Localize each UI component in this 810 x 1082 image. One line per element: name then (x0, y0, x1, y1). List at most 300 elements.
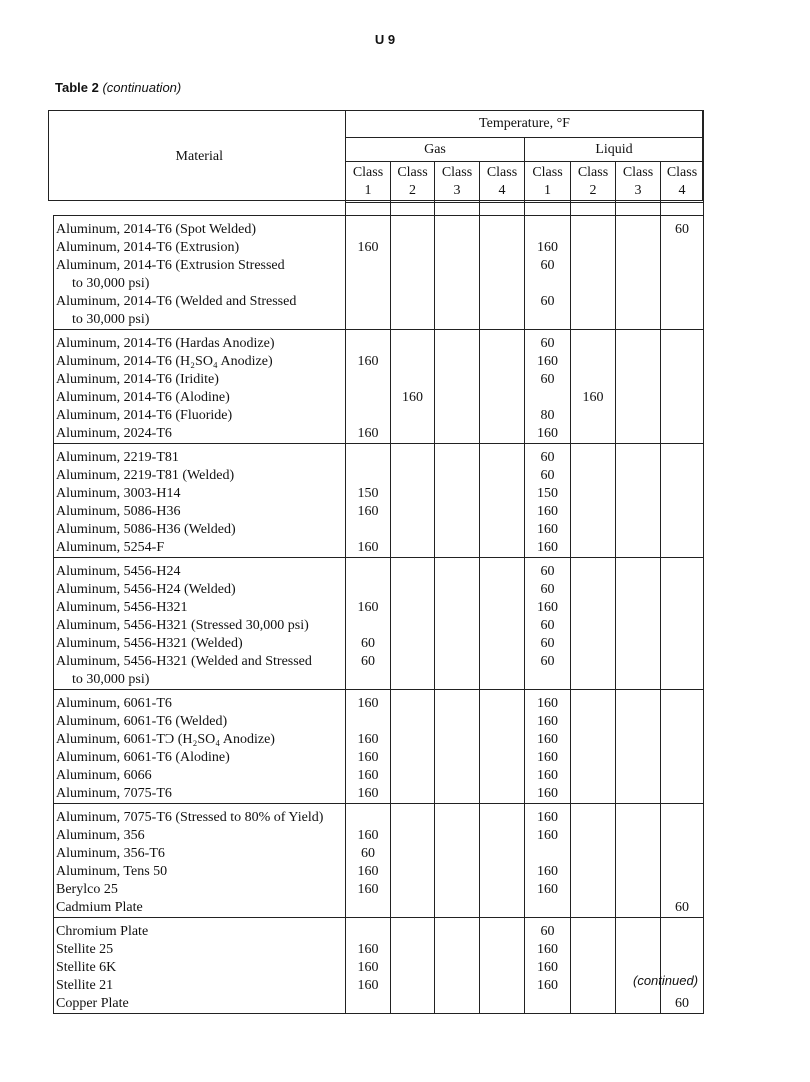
gas-class-2-cell (391, 918, 435, 1014)
temperature-value (480, 995, 524, 1013)
temperature-value (661, 335, 703, 353)
temperature-value (391, 353, 434, 371)
material-group-row (54, 918, 704, 1014)
material-name: Aluminum, 2014-T6 (Fluoride) (56, 408, 233, 423)
temperature-value (571, 467, 615, 485)
temperature-value (480, 635, 524, 653)
temperature-value (616, 425, 660, 443)
material-name: Stellite 6K (56, 960, 117, 975)
temperature-value (391, 563, 434, 581)
temperature-value (571, 221, 615, 239)
temperature-value (435, 353, 479, 371)
temperature-value (480, 977, 524, 995)
temperature-value (391, 959, 434, 977)
liquid-class-2-cell (571, 690, 616, 804)
liquid-header: Liquid (525, 138, 704, 162)
temperature-value (346, 521, 390, 539)
material-name: to 30,000 psi) (72, 672, 150, 687)
temperature-value (661, 293, 703, 311)
temperature-value (571, 809, 615, 827)
temperature-value (571, 653, 615, 671)
temperature-value: 160 (357, 864, 379, 879)
temperature-value (435, 485, 479, 503)
temperature-value (480, 731, 524, 749)
temperature-value (435, 809, 479, 827)
temperature-value (480, 485, 524, 503)
temperature-value: 160 (537, 882, 558, 897)
temperature-value (661, 695, 703, 713)
liquid-class-1-cell (525, 558, 571, 690)
temperature-value (661, 845, 703, 863)
liquid-class-4-cell (661, 330, 704, 444)
temperature-value (661, 521, 703, 539)
temperature-value (480, 407, 524, 425)
gap-cell (525, 203, 571, 216)
material-name: Aluminum, Tens 50 (56, 864, 168, 879)
gas-class-1-cell (346, 216, 391, 330)
temperature-value: 60 (540, 468, 555, 483)
temperature-value: 160 (357, 960, 379, 975)
temperature-value (391, 923, 434, 941)
temperature-value: 60 (361, 654, 375, 669)
temperature-value (435, 863, 479, 881)
liquid-class-4-cell (661, 690, 704, 804)
liquid-class-4-cell (661, 918, 704, 1014)
temperature-value: 160 (537, 786, 558, 801)
material-group-row (54, 690, 704, 804)
temperature-value (346, 275, 390, 293)
temperature-value (391, 635, 434, 653)
temperature-value: 160 (537, 864, 558, 879)
temperature-value (435, 467, 479, 485)
temperature-value (571, 617, 615, 635)
temperature-value (571, 713, 615, 731)
temperature-value (571, 995, 615, 1013)
temperature-value (571, 425, 615, 443)
temperature-value (435, 941, 479, 959)
temperature-value (616, 467, 660, 485)
temperature-value (435, 335, 479, 353)
temperature-value: 150 (357, 486, 379, 501)
temperature-value: 160 (357, 540, 379, 555)
temperature-value (480, 311, 524, 329)
temperature-value: 60 (540, 294, 555, 309)
temperature-value: 160 (537, 750, 558, 765)
temperature-value (391, 617, 434, 635)
material-name: Aluminum, 5254-F (56, 540, 165, 555)
temperature-value (435, 635, 479, 653)
gas-class-3-cell (435, 558, 480, 690)
temperature-value (661, 617, 703, 635)
material-name: Aluminum, 5086-H36 (56, 504, 181, 519)
temperature-value (346, 563, 390, 581)
material-name: Aluminum, 2014-T6 (Iridite) (56, 372, 219, 387)
temperature-value (435, 599, 479, 617)
temperature-value (571, 311, 615, 329)
temperature-value (435, 257, 479, 275)
temperature-value (435, 617, 479, 635)
temperature-value (480, 845, 524, 863)
temperature-value: 160 (537, 354, 558, 369)
temperature-value (435, 371, 479, 389)
temperature-value (661, 311, 703, 329)
temperature-value (616, 827, 660, 845)
temperature-value: 160 (357, 786, 379, 801)
temperature-value (391, 407, 434, 425)
gas-header: Gas (346, 138, 525, 162)
temperature-value: 80 (540, 408, 555, 423)
temperature-value: 160 (537, 522, 558, 537)
temperature-value (391, 785, 434, 803)
temperature-value (661, 353, 703, 371)
temperature-value (480, 923, 524, 941)
temperature-value (571, 977, 615, 995)
temperature-value: 60 (675, 222, 689, 237)
temperature-value (616, 503, 660, 521)
temperature-value (435, 407, 479, 425)
temperature-value (480, 425, 524, 443)
temperature-value: 160 (357, 354, 379, 369)
table-label: Table 2 (55, 80, 99, 95)
material-name: Aluminum, 5456-H321 (56, 600, 188, 615)
gap-cell (346, 203, 391, 216)
temperature-value (571, 275, 615, 293)
temperature-value: 60 (361, 636, 375, 651)
temperature-value: 60 (540, 636, 555, 651)
temperature-value (435, 581, 479, 599)
temperature-value (571, 335, 615, 353)
gas-class-1-cell (346, 804, 391, 918)
gap-cell (391, 203, 435, 216)
temperature-value: 160 (357, 600, 379, 615)
temperature-value (571, 731, 615, 749)
temperature-value (616, 521, 660, 539)
gap-cell (571, 203, 616, 216)
temperature-value (616, 389, 660, 407)
temperature-value: 60 (675, 996, 689, 1011)
temperature-value (616, 653, 660, 671)
temperature-value (391, 845, 434, 863)
temperature-value: 160 (537, 696, 558, 711)
temperature-value (346, 371, 390, 389)
material-name: Cadmium Plate (56, 900, 143, 915)
temperature-value (391, 311, 434, 329)
temperature-value (525, 899, 570, 917)
temperature-value (661, 503, 703, 521)
temperature-value (435, 977, 479, 995)
material-cell (54, 444, 346, 558)
temperature-value (616, 599, 660, 617)
temperature-value: 160 (357, 240, 379, 255)
material-name: Aluminum, 2024-T6 (56, 426, 172, 441)
temperature-value (616, 293, 660, 311)
material-group-row (54, 558, 704, 690)
temperature-value (346, 923, 390, 941)
temperature-value (346, 581, 390, 599)
class-word: Class (532, 165, 563, 180)
temperature-value (571, 827, 615, 845)
temperature-value (525, 845, 570, 863)
gas-class-1-cell (346, 690, 391, 804)
temperature-value (616, 335, 660, 353)
temperature-value (616, 581, 660, 599)
temperature-value (346, 257, 390, 275)
temperature-value (480, 239, 524, 257)
material-name: Aluminum, 356 (56, 828, 145, 843)
temperature-value (661, 941, 703, 959)
temperature-value (480, 959, 524, 977)
class-word: Class (577, 165, 609, 180)
temperature-value (661, 713, 703, 731)
temperature-value (661, 389, 703, 407)
materials-table-wrapper (53, 110, 704, 1014)
temperature-value (661, 599, 703, 617)
liquid-class-1-cell (525, 216, 571, 330)
temperature-value (525, 389, 570, 407)
material-name: Stellite 21 (56, 978, 114, 993)
material-name: Aluminum, 356-T6 (56, 846, 165, 861)
gas-class-3-header (435, 162, 480, 203)
gas-class-1-cell (346, 444, 391, 558)
temperature-value: 160 (582, 390, 604, 405)
temperature-value: 160 (357, 732, 379, 747)
temperature-value (661, 653, 703, 671)
table-caption-note: (continuation) (102, 80, 182, 95)
class-word: Class (397, 165, 428, 180)
temperature-value (571, 449, 615, 467)
temperature-value (571, 503, 615, 521)
liquid-class-3-cell (616, 690, 661, 804)
gas-class-1-cell (346, 330, 391, 444)
temperature-value (391, 425, 434, 443)
temperature-value: 160 (357, 696, 379, 711)
temperature-value (480, 539, 524, 557)
temperature-value: 60 (675, 900, 689, 915)
class-word: Class (352, 165, 384, 180)
temperature-value (391, 881, 434, 899)
gas-class-3-cell (435, 918, 480, 1014)
temperature-value (571, 581, 615, 599)
temperature-value (616, 275, 660, 293)
materials-table (53, 110, 704, 1014)
material-cell (54, 804, 346, 918)
material-name: Aluminum, 2014-T6 (Welded and Stressed (56, 294, 297, 309)
temperature-value (435, 293, 479, 311)
temperature-value (346, 335, 390, 353)
temperature-value (661, 239, 703, 257)
liquid-class-2-cell (571, 216, 616, 330)
temperature-value (435, 311, 479, 329)
temperature-value (391, 671, 434, 689)
material-header: Material (54, 111, 346, 203)
header-gap-row (54, 203, 704, 216)
temperature-value (616, 221, 660, 239)
temperature-value (391, 863, 434, 881)
temperature-value (435, 785, 479, 803)
material-name: Aluminum, 2014-T6 (Hardas Anodize) (56, 336, 275, 351)
class-number: 2 (409, 183, 416, 198)
material-name: Aluminum, 5456-H24 (Welded) (56, 582, 236, 597)
gas-class-4-cell (480, 444, 525, 558)
material-name: Aluminum, 7075-T6 (56, 786, 172, 801)
temperature-value (480, 449, 524, 467)
temperature-value (661, 581, 703, 599)
temperature-value (571, 539, 615, 557)
temperature-value (391, 485, 434, 503)
temperature-value (571, 863, 615, 881)
temperature-value (480, 785, 524, 803)
temperature-value (480, 713, 524, 731)
material-name: Aluminum, 2219-T81 (56, 450, 179, 465)
temperature-value: 60 (540, 924, 555, 939)
liquid-class-3-cell (616, 444, 661, 558)
class-number: 4 (498, 183, 506, 198)
temperature-value (661, 671, 703, 689)
material-name: to 30,000 psi) (72, 276, 150, 291)
temperature-value (616, 353, 660, 371)
temperature-value (571, 785, 615, 803)
temperature-value (480, 599, 524, 617)
temperature-value (661, 275, 703, 293)
material-cell (54, 558, 346, 690)
gas-class-2-cell (391, 804, 435, 918)
liquid-class-1-header (525, 162, 571, 203)
temperature-value: 60 (361, 846, 375, 861)
temperature-value (435, 503, 479, 521)
temperature-value (391, 977, 434, 995)
temperature-value (435, 713, 479, 731)
liquid-class-4-cell (661, 444, 704, 558)
temperature-value (435, 389, 479, 407)
temperature-value (391, 809, 434, 827)
temperature-value: 160 (402, 390, 423, 405)
temperature-value (571, 485, 615, 503)
temperature-value (480, 827, 524, 845)
temperature-value (435, 923, 479, 941)
temperature-value: 150 (537, 486, 558, 501)
temperature-value (480, 899, 524, 917)
temperature-value (661, 881, 703, 899)
temperature-value (480, 671, 524, 689)
material-name: Aluminum, 6061-T6 (Welded) (56, 714, 228, 729)
temperature-value (391, 293, 434, 311)
temperature-value (480, 257, 524, 275)
gas-class-4-cell (480, 918, 525, 1014)
page-number: U 9 (374, 32, 396, 47)
temperature-value (435, 731, 479, 749)
liquid-class-3-cell (616, 804, 661, 918)
temperature-value (571, 749, 615, 767)
temperature-value: 160 (357, 750, 379, 765)
temperature-value (435, 653, 479, 671)
material-name: Aluminum, 2219-T81 (Welded) (56, 468, 235, 483)
temperature-value (480, 767, 524, 785)
temperature-value: 160 (357, 828, 379, 843)
temperature-value (435, 995, 479, 1013)
continued-note: (continued) (633, 973, 699, 988)
temperature-value (661, 407, 703, 425)
temperature-value (571, 257, 615, 275)
material-name: Aluminum, 6061-T6 (Alodine) (56, 750, 230, 765)
gas-class-1-cell (346, 558, 391, 690)
liquid-class-3-header (616, 162, 661, 203)
gas-class-4-cell (480, 216, 525, 330)
temperature-value (571, 671, 615, 689)
temperature-value (571, 353, 615, 371)
temperature-value (480, 389, 524, 407)
class-word: Class (441, 165, 473, 180)
temperature-value: 160 (537, 540, 558, 555)
material-name: Berylco 25 (56, 882, 118, 897)
temperature-value (435, 899, 479, 917)
gas-class-3-cell (435, 444, 480, 558)
temperature-value (346, 221, 390, 239)
temperature-value: 160 (537, 942, 558, 957)
material-name: Aluminum, 5456-H321 (Welded and Stressed (56, 654, 312, 669)
temperature-value (480, 353, 524, 371)
table-header (54, 111, 704, 203)
material-name: to 30,000 psi) (72, 312, 150, 327)
liquid-class-3-cell (616, 918, 661, 1014)
temperature-value (346, 617, 390, 635)
temperature-value (435, 449, 479, 467)
temperature-value (435, 275, 479, 293)
gap-cell (54, 203, 346, 216)
gas-class-2-header (391, 162, 435, 203)
material-name: Aluminum, 5456-H321 (Stressed 30,000 psi) (56, 618, 309, 633)
temperature-value (480, 563, 524, 581)
temperature-value (661, 539, 703, 557)
temperature-value (616, 881, 660, 899)
material-name: Copper Plate (56, 996, 129, 1011)
temperature-value (571, 881, 615, 899)
material-name: Aluminum, 5086-H36 (Welded) (56, 522, 236, 537)
temperature-value (480, 941, 524, 959)
temperature-value (616, 785, 660, 803)
temperature-value (661, 635, 703, 653)
temperature-value (435, 827, 479, 845)
liquid-class-1-cell (525, 690, 571, 804)
temperature-value (616, 257, 660, 275)
temperature-value (616, 941, 660, 959)
material-name: Aluminum, 2014-T6 (Extrusion) (56, 240, 240, 255)
temperature-value (616, 767, 660, 785)
material-group-row (54, 330, 704, 444)
liquid-class-2-cell (571, 330, 616, 444)
temperature-value (616, 239, 660, 257)
temperature-value (616, 713, 660, 731)
temperature-value (571, 959, 615, 977)
gas-class-4-cell (480, 330, 525, 444)
gap-cell (661, 203, 704, 216)
material-name: Stellite 25 (56, 942, 114, 957)
temperature-value (616, 731, 660, 749)
material-name: Chromium Plate (56, 924, 149, 939)
class-number: 3 (453, 183, 461, 198)
temperature-value (435, 959, 479, 977)
temperature-value (571, 521, 615, 539)
class-number: 1 (544, 183, 551, 198)
temperature-value: 60 (540, 450, 555, 465)
temperature-value (616, 311, 660, 329)
material-name: Aluminum, 6061-TƆ (H₂SO₄ Anodize) (56, 732, 275, 747)
material-cell (54, 918, 346, 1014)
temperature-value (435, 767, 479, 785)
temperature-value: 160 (357, 882, 379, 897)
temperature-value: 160 (537, 768, 558, 783)
temperature-value (616, 995, 660, 1013)
temperature-value (661, 485, 703, 503)
